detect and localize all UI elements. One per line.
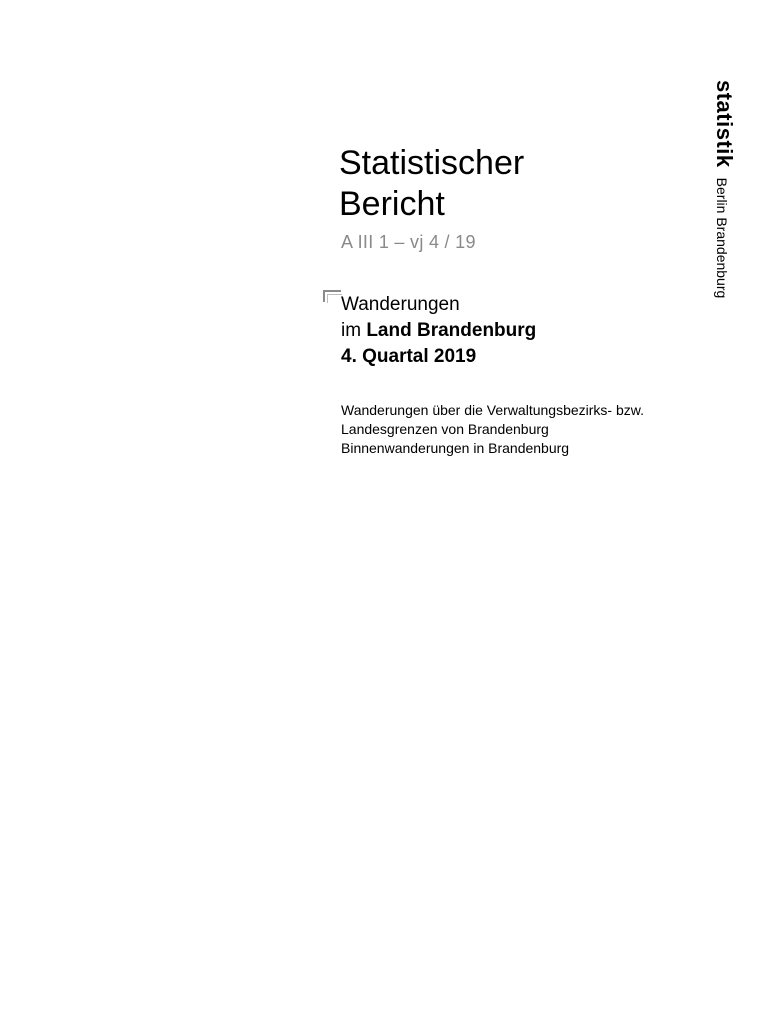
brand-region: Berlin Brandenburg bbox=[714, 177, 730, 299]
subject-region: Land Brandenburg bbox=[366, 320, 537, 341]
contents-line: Landesgrenzen von Brandenburg bbox=[341, 421, 549, 437]
subject-line-1: Wanderungen bbox=[341, 294, 460, 315]
report-title-line-1: Statistischer bbox=[339, 144, 525, 182]
subject-period: 4. Quartal 2019 bbox=[341, 346, 477, 367]
report-code: A III 1 – vj 4 / 19 bbox=[341, 232, 476, 252]
subject-line-2-prefix: im bbox=[341, 320, 367, 341]
report-title bbox=[339, 143, 524, 225]
contents-line: Wanderungen über die Verwaltungsbezirks- bzw. bbox=[341, 402, 644, 418]
report-subject bbox=[341, 292, 536, 370]
brand-vertical-label bbox=[711, 80, 737, 298]
subject-line-2 bbox=[341, 318, 536, 344]
corner-mark-icon bbox=[323, 290, 341, 302]
report-title-line-2: Bericht bbox=[339, 185, 445, 223]
publisher-brand bbox=[695, 80, 755, 320]
contents-line: Binnenwanderungen in Brandenburg bbox=[341, 440, 570, 456]
report-contents bbox=[341, 401, 644, 458]
brand-word: statistik bbox=[712, 80, 737, 168]
